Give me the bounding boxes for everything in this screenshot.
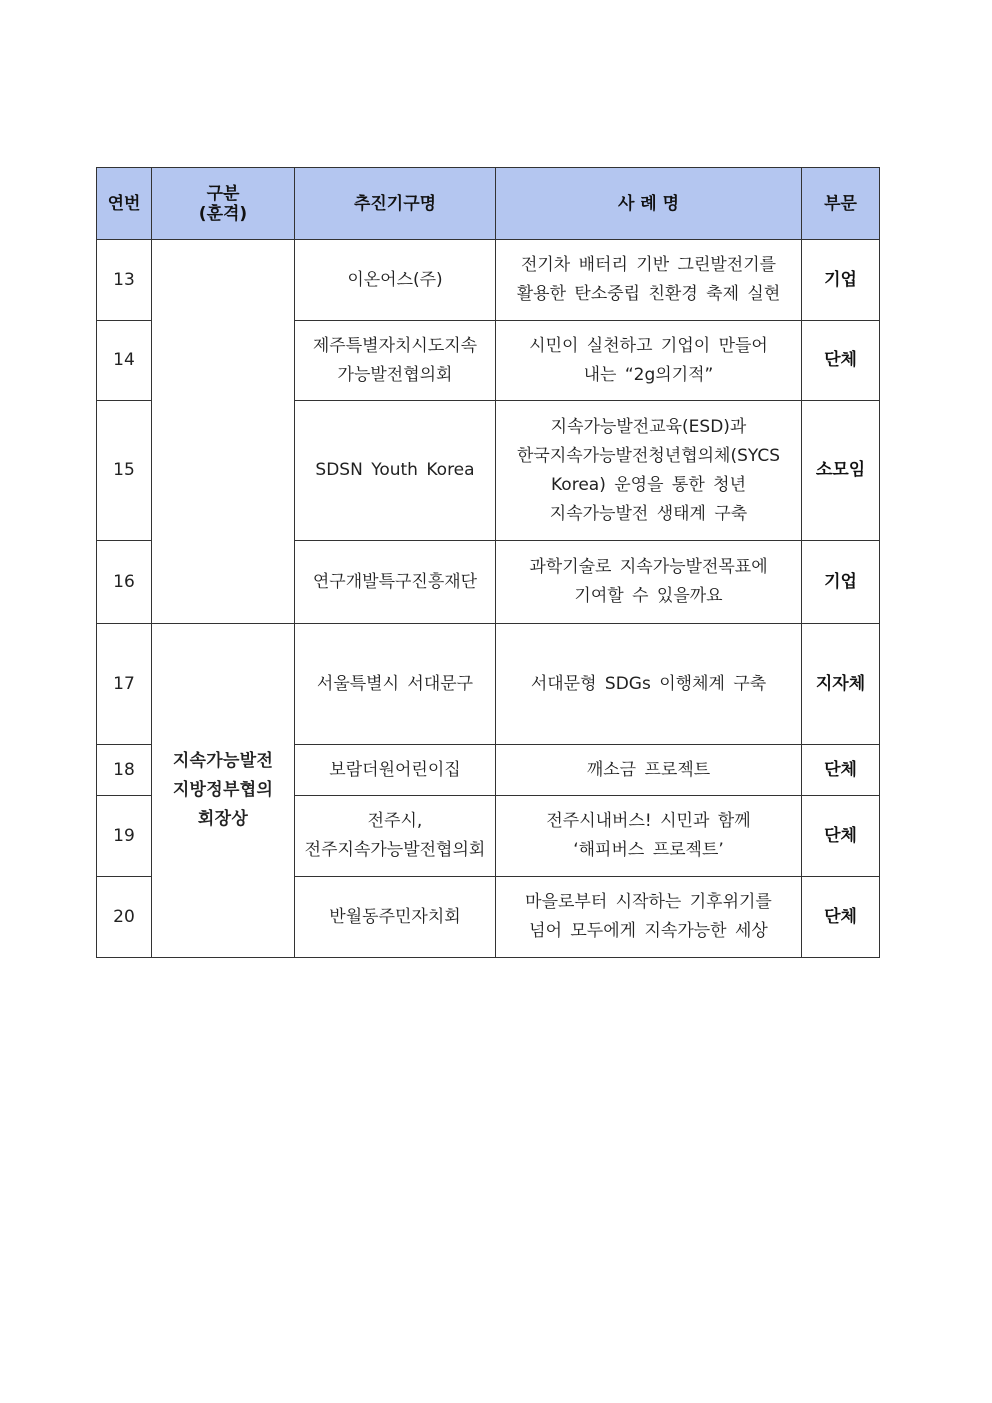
case-name <box>496 401 802 541</box>
case-name-line: 서대문형 SDGs 이행체계 구축 <box>530 673 767 694</box>
organization-name <box>295 624 496 745</box>
header-no: 연번 <box>97 168 152 240</box>
organization-name-line: 제주특별자치시도지속 <box>312 335 478 356</box>
case-name-line: 넘어 모두에게 지속가능한 세상 <box>529 921 768 941</box>
case-name-line: 마을로부터 시작하는 기후위기를 <box>525 892 772 912</box>
award-table <box>96 167 880 958</box>
department: 소모임 <box>802 401 880 541</box>
organization-name-line: 반월동주민자치회 <box>329 906 461 927</box>
organization-name-line: 연구개발특구진흥재단 <box>312 571 478 592</box>
case-name <box>496 877 802 958</box>
organization-name <box>295 541 496 624</box>
header-category-line: (훈격) <box>198 203 248 224</box>
table-row <box>97 240 880 321</box>
department: 기업 <box>802 240 880 321</box>
case-name-line: 전기차 배터리 기반 그린발전기를 <box>520 255 777 275</box>
header-dept: 부문 <box>802 168 880 240</box>
organization-name <box>295 240 496 321</box>
row-number: 19 <box>97 796 152 877</box>
award-category-line: 지방정부협의 <box>172 780 274 800</box>
row-number: 18 <box>97 745 152 796</box>
case-name-line: 한국지속가능발전청년협의체(SYCS <box>516 445 781 466</box>
case-name-line: 기여할 수 있을까요 <box>574 586 723 606</box>
row-number: 13 <box>97 240 152 321</box>
header-org: 추진기구명 <box>295 168 496 240</box>
award-category-line: 회장상 <box>197 809 249 829</box>
case-name <box>496 240 802 321</box>
organization-name <box>295 401 496 541</box>
organization-name <box>295 745 496 796</box>
award-category <box>152 624 295 958</box>
case-name-line: 지속가능발전 생태계 구축 <box>549 503 748 524</box>
organization-name-line: 전주시, <box>367 811 423 831</box>
case-name-line: 시민이 실천하고 기업이 만들어 <box>529 335 768 356</box>
department: 기업 <box>802 541 880 624</box>
case-name-line: 내는 “2g의기적” <box>583 364 714 385</box>
header-row <box>97 168 880 240</box>
header-case: 사 례 명 <box>496 168 802 240</box>
department: 단체 <box>802 745 880 796</box>
case-name <box>496 541 802 624</box>
case-name <box>496 745 802 796</box>
organization-name-line: 가능발전협의회 <box>337 364 453 385</box>
organization-name-line: 서울특별시 서대문구 <box>316 673 474 694</box>
case-name <box>496 321 802 401</box>
organization-name <box>295 877 496 958</box>
row-number: 20 <box>97 877 152 958</box>
table-body <box>97 240 880 958</box>
organization-name-line: SDSN Youth Korea <box>315 460 475 480</box>
department: 단체 <box>802 877 880 958</box>
header-category-line: 구분 <box>206 183 240 204</box>
case-name-line: 지속가능발전교육(ESD)과 <box>550 416 747 437</box>
case-name <box>496 796 802 877</box>
department: 지자체 <box>802 624 880 745</box>
case-name-line: 과학기술로 지속가능발전목표에 <box>529 557 768 577</box>
organization-name <box>295 321 496 401</box>
organization-name-line: 전주지속가능발전협의회 <box>304 840 486 860</box>
case-name-line: 깨소금 프로젝트 <box>586 759 711 780</box>
row-number: 14 <box>97 321 152 401</box>
department: 단체 <box>802 796 880 877</box>
row-number: 17 <box>97 624 152 745</box>
case-name-line: 전주시내버스! 시민과 함께 <box>546 811 751 831</box>
table-row <box>97 624 880 745</box>
case-name-line: Korea) 운영을 통한 청년 <box>551 474 746 495</box>
organization-name-line: 보람더원어린이집 <box>329 759 461 780</box>
case-name <box>496 624 802 745</box>
row-number: 16 <box>97 541 152 624</box>
award-category <box>152 240 295 624</box>
header-category <box>152 168 295 240</box>
department: 단체 <box>802 321 880 401</box>
organization-name <box>295 796 496 877</box>
case-name-line: ‘해피버스 프로젝트’ <box>573 840 724 860</box>
case-name-line: 활용한 탄소중립 친환경 축제 실현 <box>516 284 781 304</box>
organization-name-line: 이온어스(주) <box>347 269 443 290</box>
award-category-line: 지속가능발전 <box>172 751 274 771</box>
row-number: 15 <box>97 401 152 541</box>
